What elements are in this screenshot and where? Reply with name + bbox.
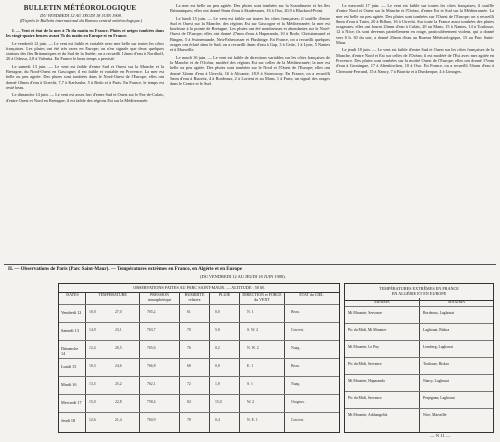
table-cell-tmin: 10,0 [89, 310, 96, 314]
table-cell-tmin: 12,6 [89, 418, 96, 422]
col-header-rain: PLUIE [218, 292, 231, 297]
section-divider [4, 264, 496, 265]
table-row-date: Dimanche 14 [61, 346, 79, 356]
table-cell-tmax: 21,4 [115, 418, 122, 422]
table-row-divider [59, 304, 339, 305]
table-cell-sky: Couvert. [291, 328, 305, 332]
col-header-wind: DIRECTION et FORCE du VENT [242, 292, 282, 302]
table-row-divider [59, 412, 339, 413]
table-cell-press: 765,6 [147, 346, 156, 350]
table-row-divider [59, 394, 339, 395]
table-row-date: Lundi 15 [61, 364, 77, 369]
table-row-date: Mardi 16 [61, 382, 77, 387]
table-row-divider [345, 357, 493, 358]
section2-subtitle: (DU VENDREDI 12 AU JEUDI 18 JUIN 1908). [200, 274, 286, 279]
extremes-max-cell: Laghouat, Biskra [423, 328, 450, 332]
table-cell-hum: 84 [187, 400, 191, 404]
paragraph: Le vendredi 12 juin. — Le vent est faible et variable avec mer belle sur toutes les côtes françaises. Les pluies ont été très rares en Europe; on n'en signale que deux quelques stations des îles Britanniques et du Sud de la Suède; on a recueilli 12mm d'eau à Nordkoff, 20 à Odessa, 2,8 à Valentia. En France le beau temps a persisté. [6, 40, 164, 62]
extremes-header-line2: EN ALGÉRIE ET EN EUROPE [391, 291, 447, 296]
table-cell-sky: Beau. [291, 310, 300, 314]
extremes-min-cell: Mt Mounier, Le Puy [348, 345, 380, 349]
table-cell-rain: 0,2 [215, 346, 220, 350]
table-cell-tmin: 14,9 [89, 328, 96, 332]
table-cell-tmax: 24,6 [115, 364, 122, 368]
table-cell-hum: 68 [187, 364, 191, 368]
table-row-date: Samedi 13 [61, 328, 79, 333]
table-cell-rain: 15,0 [215, 400, 222, 404]
paragraph: I. — Vent et état de la mer à 7h du matin en France. Pluies et neiges tombées dans les vingt-quatre heures avant 7h du matin en Europe et en France. [6, 28, 164, 39]
table-row-divider [59, 340, 339, 341]
column-2 [170, 3, 330, 88]
table-cell-tmin: 12,4 [89, 346, 96, 350]
table-row-divider [345, 408, 493, 409]
table-cell-tmax: 22,8 [115, 400, 122, 404]
table-cell-sky: Nuag. [291, 346, 301, 350]
observations-header: OBSERVATIONS FAITES AU PARC SAINT-MAUR. — ALTITUDE : 50 M. [59, 284, 339, 293]
extremes-max-cell: Nancy, Laghouat [423, 379, 449, 383]
table-cell-wind: E. 1 [247, 364, 254, 368]
extremes-header-line1: TEMPÉRATURES EXTRÊMES EN FRANCE [379, 286, 459, 291]
table-cell-wind: W. 2 [247, 400, 255, 404]
extremes-max-cell: Bordeaux, Laghouat [423, 311, 454, 315]
table-cell-tmin: 13,5 [89, 382, 96, 386]
extremes-max-cell: Lemberg, Laghouat [423, 345, 453, 349]
extremes-min-cell: Pic du Midi, Servance [348, 362, 382, 366]
column-3 [336, 3, 494, 76]
page-number: — N 11 — [430, 433, 451, 438]
table-cell-tmax: 25,2 [115, 382, 122, 386]
table-cell-hum: 70 [187, 328, 191, 332]
table-row-divider [345, 374, 493, 375]
table-cell-sky: Couvert. [291, 418, 305, 422]
col-header-minima: MINIMA [374, 299, 390, 304]
table-cell-sky: Nuag. [291, 382, 301, 386]
table-cell-rain: 0,4 [215, 418, 220, 422]
column-divider [419, 298, 420, 432]
table-cell-tmax: 27,0 [115, 310, 122, 314]
paragraph: Le mardi 16 juin. — Le vent est faible de directions variables sur les côtes françaises de la Manche et de l'Océan, modéré des régions Est sur celles de la Méditerranée; la mer est belle ou peu agitée. Des pluies sont tombées sur le Nord et l'Ouest de l'Europe; elles ont donné 32mm d'eau à Utrecht, 16 à Alicante, 18,9 à Stornoway. En France, on a recueilli 5mm d'eau à Biarritz, 4 à Bordeaux, 2 à Lorient et au Mans, 1 à Paris; un signal des orages dans le Centre et le Sud. [170, 54, 330, 87]
extremes-min-cell: Mt Mounier, Arkhangelsk [348, 413, 388, 417]
table-cell-wind: S. W. 2 [247, 328, 258, 332]
table-cell-press: 762,1 [147, 382, 156, 386]
table-row-divider [345, 306, 493, 307]
table-cell-hum: 61 [187, 310, 191, 314]
column-divider [239, 292, 240, 432]
bulletin-subtitle [6, 13, 156, 23]
paragraph: Le lundi 15 juin. — Le vent est faible sur toutes les côtes françaises; il souffle d'entre Sud et Ouest sur la Manche, des régions Est sur Gascogne et la Méditerranée; la mer est houleuse à la pointe de Bretagne. Les pluies ont été nombreuses et abondantes sur le Nord-Ouest de l'Europe; elles ont donné 27mm d'eau à Haparanda, 10 à Bodo, Christiansund et Bingen, 5 à Swinemunde, Neu-Fahrwasser et Flushinge. En France, on a recueilli quelques orages ont éclaté dans le Sud; on a recueilli 4mm d'eau à Gap, 3 à Cette, 1 à Lyon, 5 Nantes et à Marseille. [170, 15, 330, 53]
table-cell-rain: 1,0 [215, 382, 220, 386]
table-row-divider [59, 376, 339, 377]
extremes-min-cell: Mt Mounier, Haparanda [348, 379, 385, 383]
table-cell-press: 758,4 [147, 400, 156, 404]
table-cell-press: 766,8 [147, 364, 156, 368]
table-row-date: Jeudi 18 [61, 418, 76, 423]
paragraph: Le dimanche 14 juin. — Le vent est assez fort d'entre Sud et Ouest sur le Pas-de-Calais, d'entre Ouest et Nord en Bretagne; il est faible des régions Est sur la Méditerranée. [6, 92, 164, 103]
extremes-min-cell: Mt Mounier, Servance [348, 311, 383, 315]
col-header-sky: ÉTAT du CIEL [299, 292, 324, 297]
extremes-min-cell: Pic du Midi, Mt Mounier [348, 328, 387, 332]
column-divider [179, 292, 180, 432]
col-header-temperature: TEMPÉRATURE [98, 292, 127, 297]
section2-title: II. — Observations de Paris (Parc Saint-Maur). — Températures extrêmes en France, en Algérie et en Europe [8, 267, 242, 272]
column-divider [284, 292, 285, 432]
col-header-pressure: PRESSION atmosphérique [147, 292, 172, 302]
table-cell-hum: 78 [187, 418, 191, 422]
observations-table [58, 283, 340, 433]
date-line: DU VENDREDI 12 AU JEUDI 18 JUIN 1908. [40, 13, 122, 18]
table-cell-press: 765,2 [147, 310, 156, 314]
extremes-min-cell: Pic du Midi, Servance [348, 396, 382, 400]
table-cell-rain: 5,0 [215, 328, 220, 332]
table-cell-rain: 0,0 [215, 364, 220, 368]
table-row-divider [345, 340, 493, 341]
table-cell-hum: 76 [187, 346, 191, 350]
table-cell-tmax: 23,1 [115, 328, 122, 332]
table-cell-wind: N. W. 2 [247, 346, 259, 350]
column-divider [139, 292, 140, 432]
extremes-table [344, 283, 494, 433]
table-row-divider [59, 358, 339, 359]
table-cell-wind: N. E. 1 [247, 418, 258, 422]
table-row-date: Vendredi 12 [61, 310, 82, 315]
paragraph: La mer est belle ou peu agitée. Des pluies sont tombées sur la Scandinavie et les îles Britanniques; elles ont donné 8mm d'eau à Skudesnaes, 16 à Oxo, 20,9 à Blackrod-Point. [170, 3, 330, 14]
col-header-humidity: HUMIDITÉ relative [184, 292, 205, 302]
paragraph: Le jeudi 18 juin. — Le vent est faible d'entre Sud et Ouest sur les côtes françaises de la Manche, d'entre Nord et Est sur celles de l'Océan; il est modéré de l'Est avec mer agitée en Provence. Des pluies sont tombées sur la moitié Ouest de l'Europe; elles ont donné 17mm d'eau à Groningue, 17 à Altenkirchen, 10 à Oxo. En France, on a recueilli 33mm d'eau à Clermont-Ferrand, 15 à Nancy, 7 à Biarritz et à Dunkerque, 4 à Limoges. [336, 47, 494, 74]
source-line: (D'après le Bulletin international du Bureau central météorologique.) [19, 18, 143, 23]
col-header-maxima: MAXIMA [447, 299, 466, 304]
table-cell-sky: Beau. [291, 364, 300, 368]
table-cell-tmin: 10,3 [89, 364, 96, 368]
col-header-dates: DATES [66, 292, 79, 297]
table-cell-hum: 72 [187, 382, 191, 386]
table-cell-rain: 0,0 [215, 310, 220, 314]
table-cell-press: 763,7 [147, 328, 156, 332]
extremes-max-cell: Nice, Marseille [423, 413, 447, 417]
table-row-divider [59, 322, 339, 323]
extremes-max-cell: Toulouse, Biskra [423, 362, 449, 366]
column-divider [209, 292, 210, 432]
table-cell-sky: Orageux. [291, 400, 306, 404]
paragraph: Le samedi 13 juin. — Le vent est faible d'entre Sud et Ouest sur la Manche et la Bretagne, du Nord-Ouest en Gascogne; il est faible et variable en Provence. La mer est belle ou peu agitée. Des pluies sont tombées dans le Nord-Ouest de l'Europe; elles ont donné 10mm d'eau à Utrecht, 7,7 à Karlsruhe, 5 à Bodo et à Paris. En France, le temps est resté beau. [6, 63, 164, 90]
table-cell-tmin: 15,0 [89, 400, 96, 404]
column-1 [6, 28, 164, 105]
extremes-max-cell: Perpignan, Laghouat [423, 396, 455, 400]
table-cell-press: 760,9 [147, 418, 156, 422]
table-row-divider [345, 323, 493, 324]
column-divider [85, 292, 86, 432]
table-cell-wind: N. 1 [247, 310, 254, 314]
table-row-divider [345, 391, 493, 392]
bulletin-title: BULLETIN MÉTÉOROLOGIQUE [23, 4, 137, 12]
table-cell-tmax: 20,5 [115, 346, 122, 350]
table-cell-wind: S. 1 [247, 382, 253, 386]
paragraph: Le mercredi 17 juin. — Le vent est faible sur toutes les côtes françaises; il souffle d'entre Nord et Ouest sur la Manche et l'Océan, d'entre Est et Sud sur la Méditerranée. La mer est belle ou peu agitée. Des pluies sont tombées sur l'Ouest de l'Europe; on a recueilli 8mm d'eau à Turin, 20 à Bilbao, 16 à Utrecht. Sur toute la France aussi tombées des pluies orageuses; elles ont fourni 23mm d'eau à Calais, 20 au Mans, 15 à Nantes, 14 à Toulouse, 12 à Nice; ils sont devenus partiellement en orage, particulièrement violent, qui a donné vers 6 h. 30 du soir, a donné 25mm d'eau au Bureau Météorologique, 15 au Parc Saint-Maur. [336, 3, 494, 46]
table-row-date: Mercredi 17 [61, 400, 82, 405]
